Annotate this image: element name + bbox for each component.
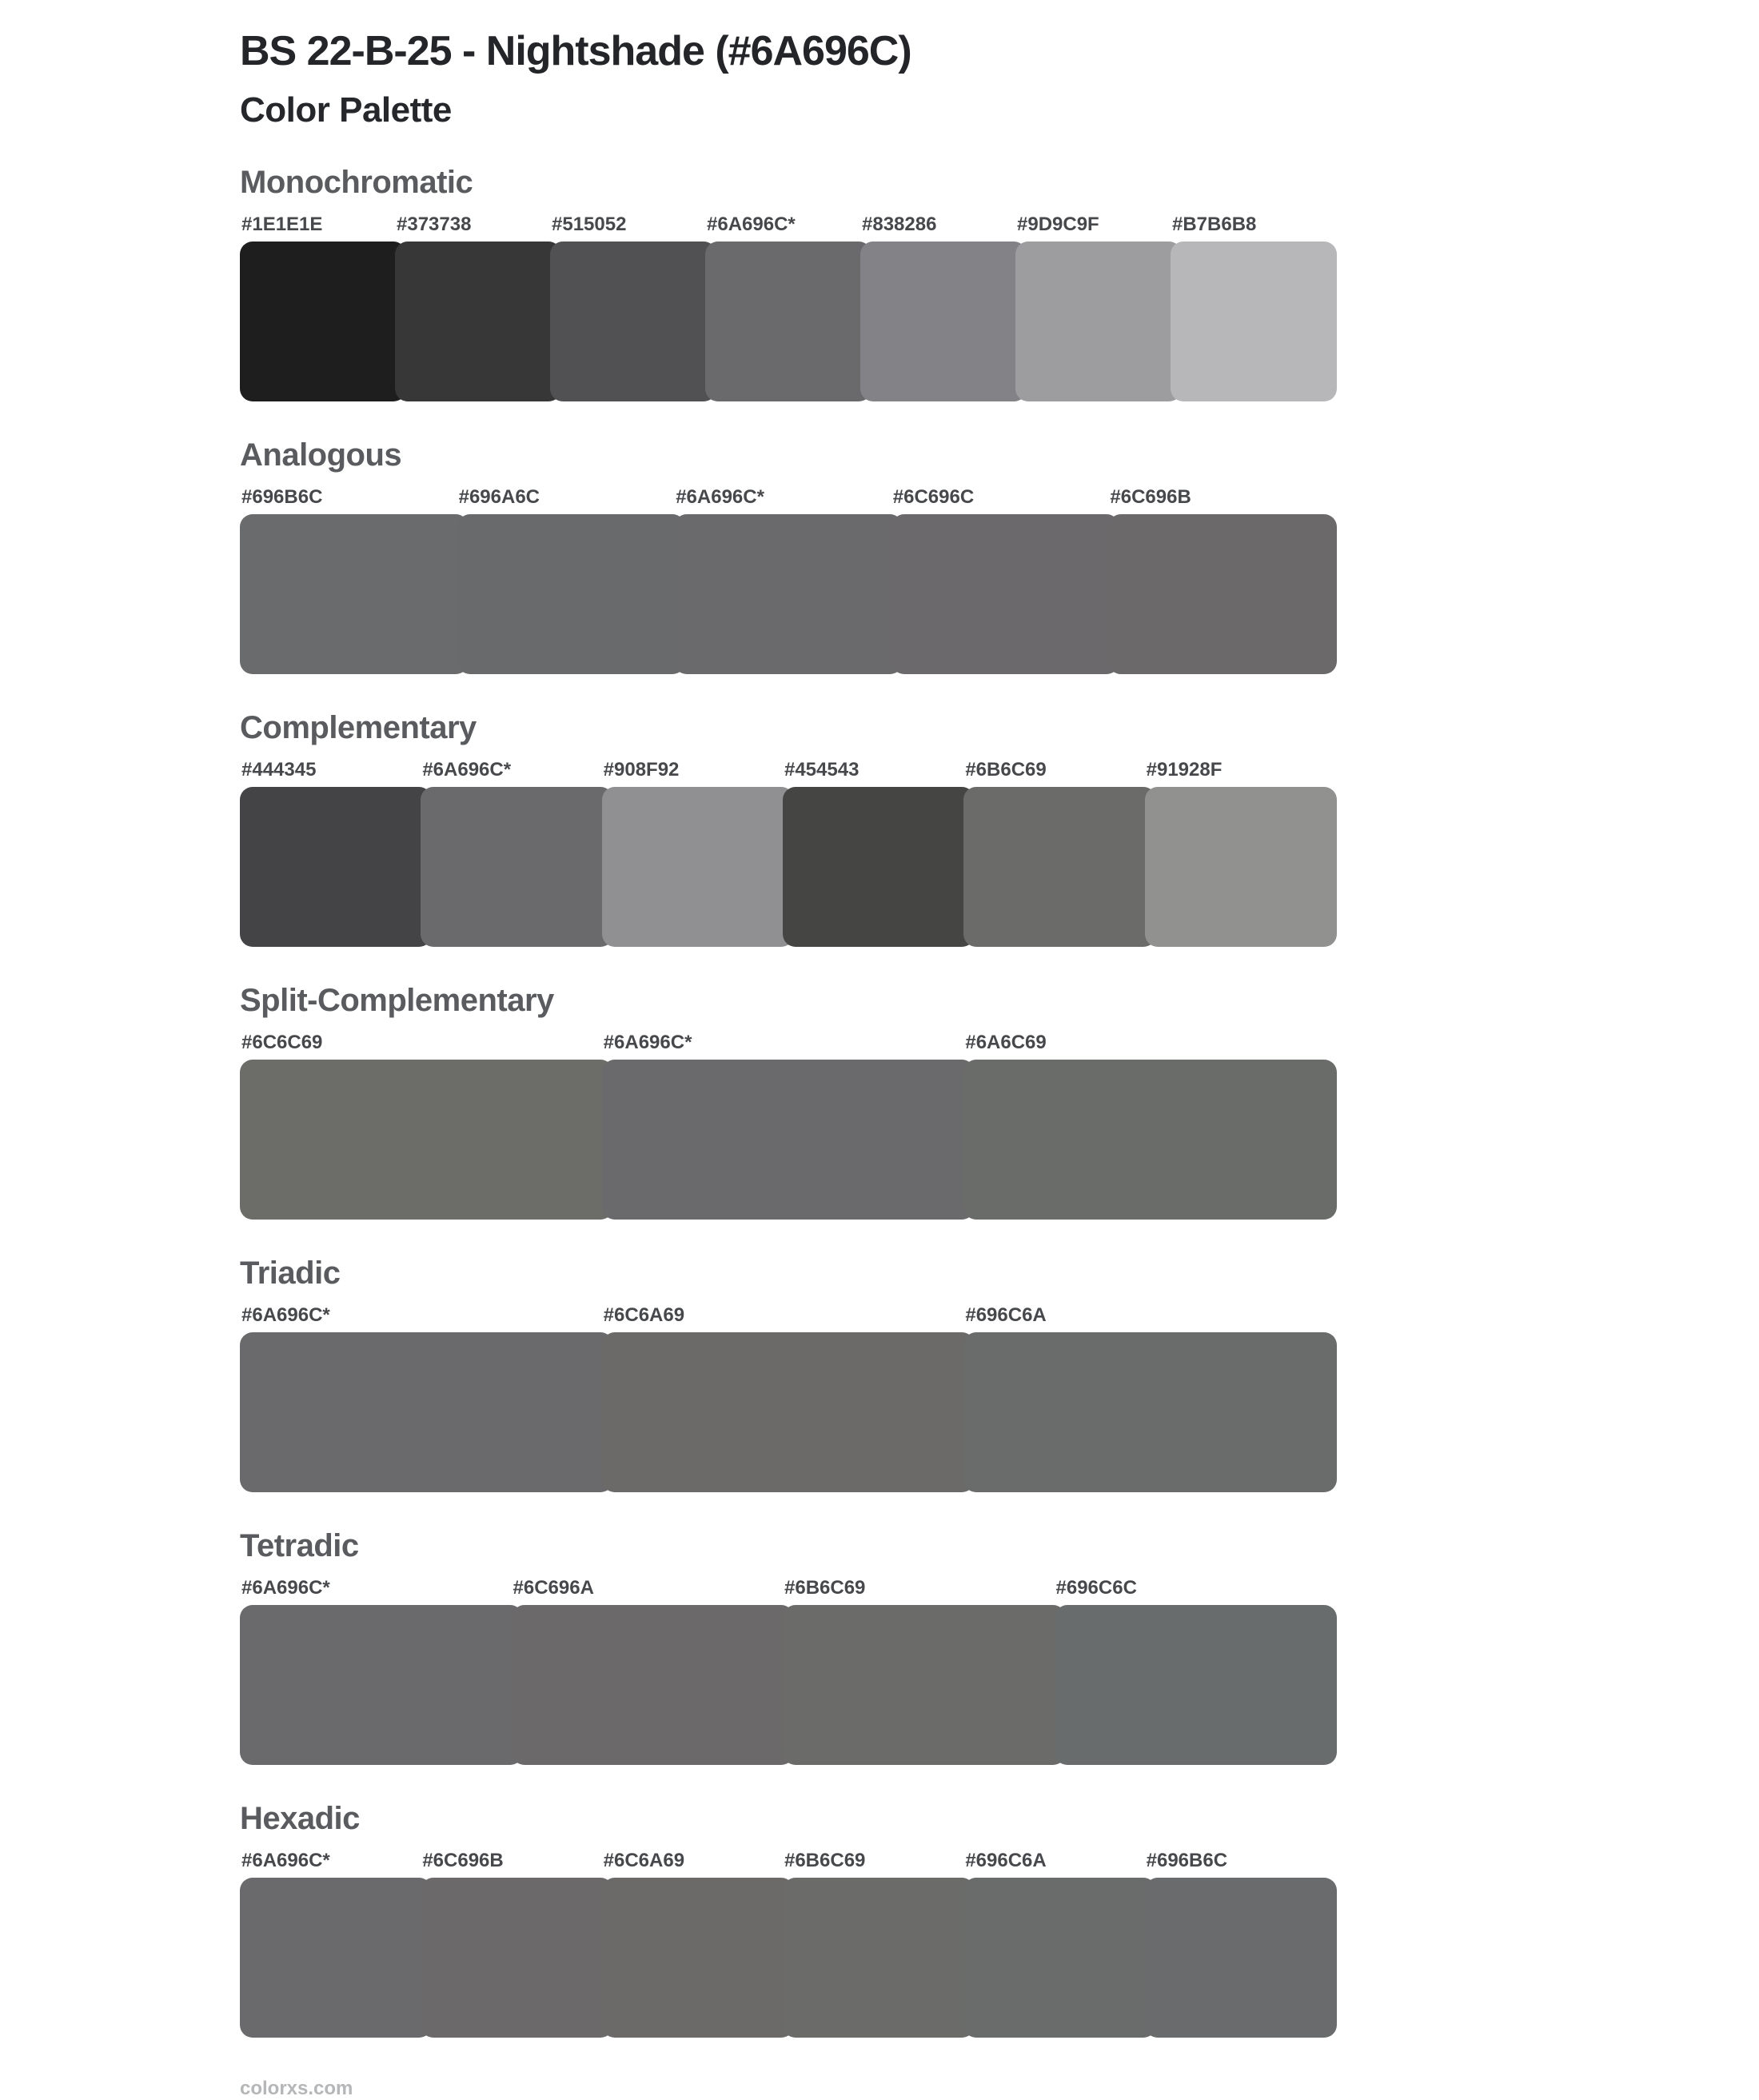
color-swatch-b7b6b8[interactable]	[1171, 242, 1337, 401]
hex-labels-row	[240, 1850, 1337, 1872]
section-title: Tetradic	[240, 1528, 359, 1564]
color-swatch-6a696c[interactable]	[602, 1060, 975, 1220]
swatch-hex-label-base: #6A696C*	[241, 1304, 330, 1327]
color-swatch-6b6c69[interactable]	[963, 787, 1155, 947]
swatch-row	[240, 514, 1337, 674]
color-swatch-6a6c69[interactable]	[963, 1060, 1337, 1220]
swatch-hex-label: #908F92	[603, 759, 680, 781]
color-swatch-6a696c[interactable]	[421, 787, 612, 947]
hex-labels-row	[240, 1304, 1337, 1327]
swatch-hex-label-base: #6A696C*	[603, 1032, 692, 1054]
swatch-hex-label: #696A6C	[458, 486, 540, 509]
swatch-hex-label: #9D9C9F	[1017, 214, 1099, 236]
palette-section-monochromatic	[240, 164, 1337, 401]
swatch-row	[240, 1332, 1337, 1492]
swatch-hex-label: #91928F	[1146, 759, 1223, 781]
footer-site-link[interactable]: colorxs.com	[240, 2078, 353, 2100]
palette-section-tetradic	[240, 1527, 1337, 1765]
palette-section-analogous	[240, 437, 1337, 674]
swatch-hex-label: #6A6C69	[965, 1032, 1047, 1054]
swatch-hex-label-base: #6A696C*	[241, 1577, 330, 1599]
swatch-hex-label: #6C6C69	[241, 1032, 323, 1054]
color-swatch-6c696b[interactable]	[421, 1878, 612, 2038]
swatch-hex-label: #696B6C	[1146, 1850, 1228, 1872]
swatch-hex-label: #838286	[862, 214, 937, 236]
color-swatch-6c696a[interactable]	[512, 1605, 795, 1765]
swatch-row	[240, 787, 1337, 947]
swatch-row	[240, 1878, 1337, 2038]
hex-labels-row	[240, 486, 1337, 509]
palette-sections	[240, 164, 1337, 2038]
color-swatch-9d9c9f[interactable]	[1015, 242, 1182, 401]
swatch-hex-label-base: #6A696C*	[707, 214, 796, 236]
content-column	[240, 29, 1337, 2100]
palette-section-split-complementary	[240, 982, 1337, 1220]
swatch-row	[240, 1060, 1337, 1220]
color-swatch-6b6c69[interactable]	[783, 1605, 1066, 1765]
color-swatch-91928f[interactable]	[1145, 787, 1337, 947]
color-swatch-696c6c[interactable]	[1055, 1605, 1338, 1765]
palette-section-complementary	[240, 709, 1337, 947]
swatch-hex-label: #515052	[552, 214, 627, 236]
page-title: BS 22-B-25 - Nightshade (#6A696C)	[240, 28, 911, 74]
swatch-hex-label-base: #6A696C*	[241, 1850, 330, 1872]
page-subtitle: Color Palette	[240, 90, 452, 130]
hex-labels-row	[240, 1577, 1337, 1599]
swatch-row	[240, 242, 1337, 401]
color-swatch-6c6a69[interactable]	[602, 1878, 794, 2038]
color-swatch-373738[interactable]	[395, 242, 561, 401]
color-swatch-6c696c[interactable]	[891, 514, 1120, 674]
palette-section-hexadic	[240, 1800, 1337, 2038]
section-title: Triadic	[240, 1256, 341, 1292]
swatch-row	[240, 1605, 1337, 1765]
swatch-hex-label: #6C6A69	[603, 1850, 685, 1872]
swatch-hex-label: #6C696B	[1110, 486, 1191, 509]
swatch-hex-label: #6B6C69	[784, 1850, 866, 1872]
color-swatch-6a696c[interactable]	[240, 1605, 523, 1765]
color-swatch-454543[interactable]	[783, 787, 975, 947]
swatch-hex-label: #6B6C69	[965, 759, 1047, 781]
color-swatch-908f92[interactable]	[602, 787, 794, 947]
swatch-hex-label: #6B6C69	[784, 1577, 866, 1599]
swatch-hex-label: #6C696B	[422, 1850, 504, 1872]
section-title: Hexadic	[240, 1801, 360, 1837]
color-swatch-515052[interactable]	[550, 242, 716, 401]
section-title: Monochromatic	[240, 165, 473, 201]
color-swatch-6c6c69[interactable]	[240, 1060, 613, 1220]
hex-labels-row	[240, 1032, 1337, 1054]
color-swatch-696b6c[interactable]	[240, 514, 469, 674]
swatch-hex-label-base: #6A696C*	[676, 486, 764, 509]
color-swatch-696a6c[interactable]	[457, 514, 686, 674]
footer	[240, 2078, 1337, 2100]
color-swatch-6a696c[interactable]	[240, 1878, 432, 2038]
palette-section-triadic	[240, 1255, 1337, 1492]
swatch-hex-label-base: #6A696C*	[422, 759, 512, 781]
color-swatch-6b6c69[interactable]	[783, 1878, 975, 2038]
color-swatch-6a696c[interactable]	[240, 1332, 613, 1492]
color-swatch-6c6a69[interactable]	[602, 1332, 975, 1492]
color-swatch-696c6a[interactable]	[963, 1878, 1155, 2038]
swatch-hex-label: #1E1E1E	[241, 214, 323, 236]
color-swatch-6a696c[interactable]	[705, 242, 872, 401]
swatch-hex-label: #454543	[784, 759, 860, 781]
swatch-hex-label: #696C6A	[965, 1304, 1047, 1327]
swatch-hex-label: #6C696C	[892, 486, 975, 509]
color-swatch-696b6c[interactable]	[1145, 1878, 1337, 2038]
color-swatch-838286[interactable]	[860, 242, 1027, 401]
swatch-hex-label: #6C696A	[513, 1577, 594, 1599]
color-swatch-1e1e1e[interactable]	[240, 242, 406, 401]
color-swatch-444345[interactable]	[240, 787, 432, 947]
color-swatch-6a696c[interactable]	[674, 514, 903, 674]
swatch-hex-label: #B7B6B8	[1172, 214, 1257, 236]
swatch-hex-label: #696C6A	[965, 1850, 1047, 1872]
section-title: Complementary	[240, 710, 477, 746]
hex-labels-row	[240, 214, 1337, 236]
section-title: Split-Complementary	[240, 983, 554, 1019]
color-swatch-696c6a[interactable]	[963, 1332, 1337, 1492]
section-title: Analogous	[240, 437, 402, 473]
hex-labels-row	[240, 759, 1337, 781]
swatch-hex-label: #696B6C	[241, 486, 323, 509]
swatch-hex-label: #373738	[397, 214, 472, 236]
swatch-hex-label: #696C6C	[1055, 1577, 1137, 1599]
color-swatch-6c696b[interactable]	[1108, 514, 1337, 674]
swatch-hex-label: #6C6A69	[603, 1304, 685, 1327]
swatch-hex-label: #444345	[241, 759, 317, 781]
